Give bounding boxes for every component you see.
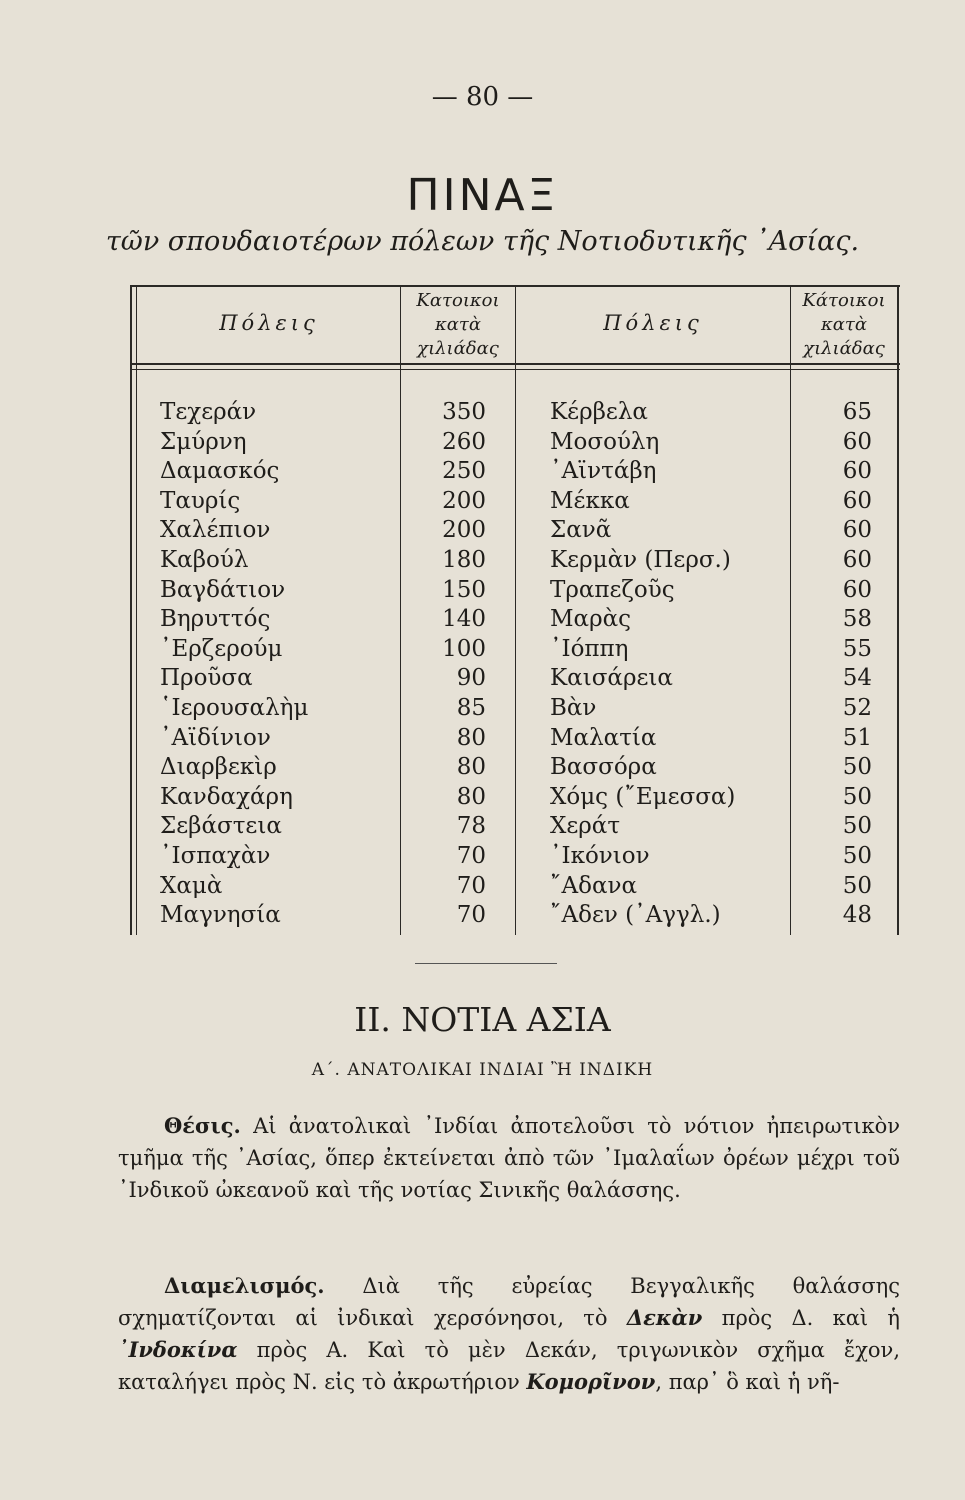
city-name: Μαλατία xyxy=(550,724,657,751)
population-value: 50 xyxy=(842,842,872,869)
population-value: 60 xyxy=(842,458,872,485)
city-name: ᾿Αϊδίνιον xyxy=(160,724,271,751)
city-name: Κέρβελα xyxy=(550,399,648,425)
population-value: 55 xyxy=(842,635,872,662)
paragraph-heading-division: Διαμελισμός. xyxy=(164,1273,325,1298)
city-name: Κανδαχάρη xyxy=(160,783,293,810)
population-value: 100 xyxy=(442,635,486,662)
city-name: ῎Αδανα xyxy=(550,872,638,899)
city-name: ῾Ιερουσαλὴμ xyxy=(160,694,309,721)
population-value: 80 xyxy=(456,724,486,751)
cities-table xyxy=(130,285,900,935)
city-name: Κερμὰν (Περσ.) xyxy=(550,546,731,573)
population-value: 250 xyxy=(442,458,486,485)
city-name: Χαμὰ xyxy=(160,872,223,899)
paragraph-division xyxy=(118,1270,900,1398)
population-value: 50 xyxy=(842,872,872,899)
header-population-right: Κάτοικοι κατὰ χιλιάδας xyxy=(802,290,886,359)
city-name: Βασσόρα xyxy=(550,754,657,781)
header-cities-left: Πόλεις xyxy=(219,311,319,335)
population-value: 90 xyxy=(456,665,486,692)
paragraph-text-part: πρὸς Δ. καὶ ἡ xyxy=(702,1306,901,1330)
city-name: Χαλέπιον xyxy=(160,517,271,544)
paragraph-text-part: , παρ᾿ ὃ καὶ ἡ νῆ- xyxy=(655,1370,840,1394)
population-value: 58 xyxy=(842,606,872,633)
population-value: 50 xyxy=(842,813,872,840)
city-name: Σανᾶ xyxy=(550,517,612,544)
right-value-column xyxy=(792,398,872,931)
city-name: ᾿Ερζερούμ xyxy=(160,635,283,662)
population-value: 70 xyxy=(456,902,486,929)
subsection-title: Α΄. ΑΝΑΤΟΛΙΚΑΙ ΙΝΔΙΑΙ Ἢ ΙΝΔΙΚΗ xyxy=(311,1060,654,1080)
paragraph-position xyxy=(118,1110,900,1206)
population-value: 60 xyxy=(842,517,872,544)
section-title: II. ΝΟΤΙΑ ΑΣΙΑ xyxy=(354,1000,611,1039)
city-name: Σμύρνη xyxy=(160,428,247,455)
header-cities-right: Πόλεις xyxy=(603,311,703,335)
city-name: Χεράτ xyxy=(550,813,621,840)
population-value: 65 xyxy=(842,399,872,425)
paragraph-text-position: Αἱ ἀνατολικαὶ ᾿Ινδίαι ἀποτελοῦσι τὸ νότιον ἠπειρωτικὸν τμῆμα τῆς ᾿Ασίας, ὅπερ ἐκτείνεται ἀπὸ τῶν ᾿Ιμαλαΐων ὀρέων μέχρι τοῦ ᾿Ινδικοῦ ὠκεανοῦ καὶ τῆς νοτίας Σινικῆς θαλάσσης. xyxy=(118,1114,900,1202)
population-value: 50 xyxy=(842,783,872,810)
page-number: — 80 — xyxy=(431,82,534,112)
population-value: 140 xyxy=(442,606,486,633)
population-value: 85 xyxy=(456,694,486,721)
population-value: 70 xyxy=(456,872,486,899)
city-name: ᾿Ισπαχὰν xyxy=(160,842,271,869)
city-name: Βὰν xyxy=(550,694,597,721)
population-value: 50 xyxy=(842,754,872,781)
city-name: ᾿Ικόνιον xyxy=(550,842,650,869)
population-value: 200 xyxy=(442,517,486,544)
population-value: 80 xyxy=(456,754,486,781)
right-city-column xyxy=(550,398,785,931)
city-name: Βαγδάτιον xyxy=(160,576,286,603)
city-name: ῎Αδεν (᾿Αγγλ.) xyxy=(550,902,721,929)
population-value: 60 xyxy=(842,546,872,573)
population-value: 150 xyxy=(442,576,486,603)
paragraph-heading-position: Θέσις. xyxy=(164,1113,241,1138)
population-value: 260 xyxy=(442,428,486,455)
population-value: 54 xyxy=(842,665,872,692)
city-name: Ταυρίς xyxy=(160,487,241,514)
city-name: Μαρὰς xyxy=(550,606,632,633)
population-value: 48 xyxy=(842,902,872,929)
city-name: ᾿Αϊντάβη xyxy=(550,458,657,485)
term-dekan: Δεκὰν xyxy=(626,1305,703,1330)
city-name: Βηρυττός xyxy=(160,606,271,633)
population-value: 78 xyxy=(456,813,486,840)
term-komorinon: Κομορῖνον xyxy=(526,1369,656,1394)
city-name: Χόμς (῎Εμεσσα) xyxy=(550,783,736,810)
city-name: Καβούλ xyxy=(160,546,249,573)
population-value: 350 xyxy=(442,399,486,425)
city-name: Μοσούλη xyxy=(550,428,660,455)
header-population-left: Κατοικοι κατὰ χιλιάδας xyxy=(416,290,500,359)
left-city-column xyxy=(160,398,395,931)
city-name: Δαμασκός xyxy=(160,458,280,485)
city-name: Σεβάστεια xyxy=(160,813,282,840)
term-indokina: ᾿Ινδοκίνα xyxy=(118,1337,238,1362)
city-name: Καισάρεια xyxy=(550,665,673,692)
paragraph-text-part: πρὸς Α. Καὶ τὸ μὲν Δεκάν, τριγωνικὸν σχῆμα ἔχον, καταλήγει πρὸς Ν. εἰς τὸ ἀκρωτήριον xyxy=(118,1338,900,1394)
city-name: Τραπεζοῦς xyxy=(550,576,675,603)
city-name: Διαρβεκὶρ xyxy=(160,754,277,781)
population-value: 70 xyxy=(456,842,486,869)
city-name: Προῦσα xyxy=(160,665,253,692)
city-name: ᾿Ιόππη xyxy=(550,635,629,662)
left-value-column xyxy=(402,398,486,931)
table-subtitle: τῶν σπουδαιοτέρων πόλεων τῆς Νοτιοδυτικῆς ᾿Ασίας. xyxy=(105,226,860,257)
population-value: 52 xyxy=(842,694,872,721)
population-value: 60 xyxy=(842,576,872,603)
city-name: Μέκκα xyxy=(550,487,630,514)
city-name: Μαγνησία xyxy=(160,902,281,929)
population-value: 51 xyxy=(842,724,872,751)
population-value: 200 xyxy=(442,487,486,514)
paragraph-text-part: Διὰ τῆς εὐρείας Βεγγαλικῆς θαλάσσης σχηματίζονται αἱ ἰνδικαὶ χερσόνησοι, τὸ xyxy=(118,1274,900,1330)
population-value: 80 xyxy=(456,783,486,810)
population-value: 60 xyxy=(842,428,872,455)
population-value: 180 xyxy=(442,546,486,573)
city-name: Τεχεράν xyxy=(160,399,257,425)
population-value: 60 xyxy=(842,487,872,514)
table-title: ΠΙΝΑΞ xyxy=(406,170,559,221)
divider xyxy=(415,963,557,964)
